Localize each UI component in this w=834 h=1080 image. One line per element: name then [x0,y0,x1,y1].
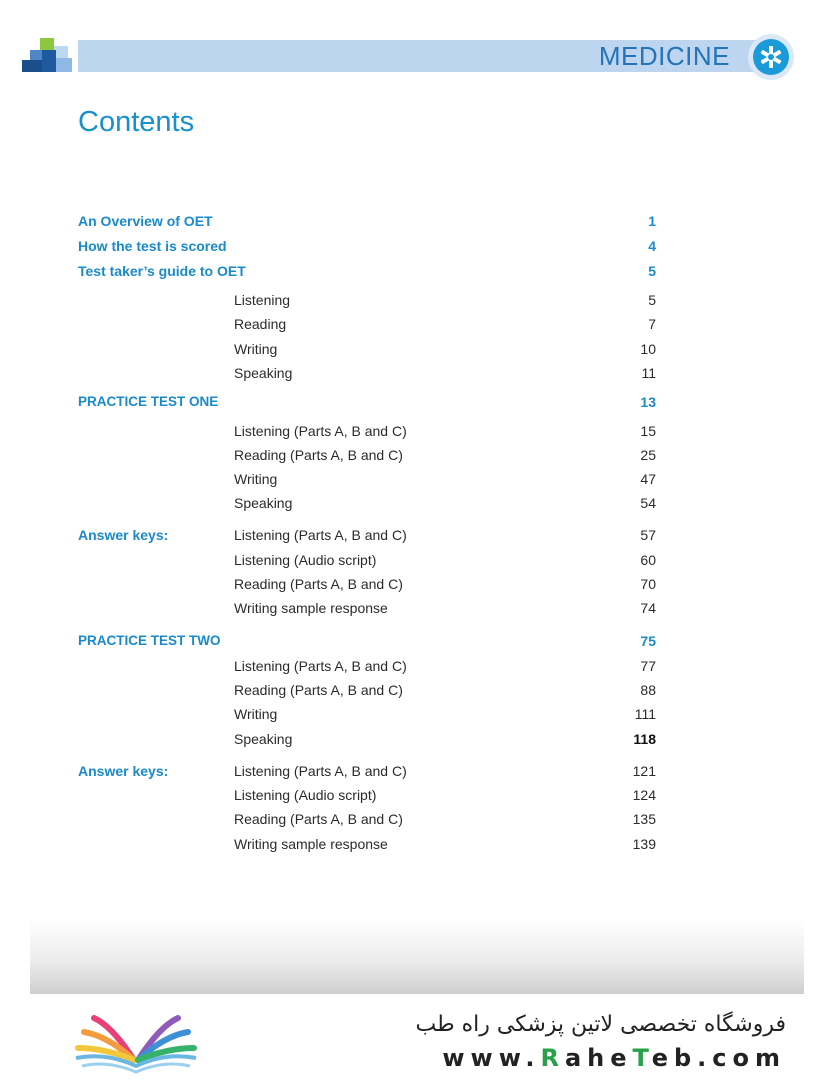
header-title: MEDICINE [598,41,730,71]
url-prefix: www. [442,1044,541,1072]
toc-row[interactable] [0,633,834,653]
toc-row[interactable] [0,836,834,856]
toc-subentry[interactable]: Writing [234,706,278,722]
open-book-logo-icon [72,1008,200,1074]
toc-row[interactable] [0,263,834,283]
toc-subentry[interactable]: Reading (Parts A, B and C) [234,811,403,827]
toc-page-number: 74 [640,600,656,616]
toc-row[interactable] [0,787,834,807]
toc-page-number: 4 [648,238,656,254]
toc-heading: Answer keys: [78,527,169,543]
toc-row[interactable] [0,423,834,443]
toc-page-number: 5 [648,292,656,308]
toc-row[interactable] [0,341,834,361]
toc-page-number: 54 [640,495,656,511]
toc-page-number: 47 [640,471,656,487]
toc-subentry[interactable]: Reading (Parts A, B and C) [234,447,403,463]
toc-row[interactable] [0,365,834,385]
toc-page-number: 5 [648,263,656,279]
toc-heading[interactable]: PRACTICE TEST TWO [78,633,221,648]
toc-subentry[interactable]: Listening [234,292,291,308]
toc-page-number: 7 [648,316,656,332]
toc-row[interactable] [0,238,834,258]
toc-row[interactable] [0,495,834,515]
toc-row[interactable] [0,394,834,414]
footer-shadow [30,920,804,994]
toc-subentry[interactable]: Listening (Parts A, B and C) [234,763,407,779]
toc-subentry[interactable]: Listening (Parts A, B and C) [234,658,407,674]
medical-star-icon [753,39,789,75]
toc-subentry[interactable]: Writing [234,341,278,357]
toc-page-number: 77 [640,658,656,674]
url-part: ahe [564,1044,633,1072]
toc-subentry[interactable]: Writing sample response [234,836,388,852]
toc-page-number: 10 [640,341,656,357]
toc-page-number: 70 [640,576,656,592]
footer-website-url[interactable] [442,1044,786,1072]
toc-page-number: 135 [632,811,656,827]
toc-page-number: 60 [640,552,656,568]
header-logo-blocks [22,38,74,74]
toc-subentry[interactable]: Reading [234,316,287,332]
toc-page-number: 15 [640,423,656,439]
toc-row[interactable] [0,731,834,751]
toc-subentry[interactable]: Listening (Parts A, B and C) [234,527,407,543]
toc-subentry[interactable]: Listening (Parts A, B and C) [234,423,407,439]
toc-subentry[interactable]: Writing [234,471,278,487]
toc-page-number: 118 [633,731,656,747]
toc-row[interactable] [0,292,834,312]
toc-page-number: 57 [640,527,656,543]
toc-page-number: 111 [634,706,656,722]
toc-subentry[interactable]: Speaking [234,365,293,381]
toc-row[interactable] [0,658,834,678]
toc-heading[interactable]: Test taker’s guide to OET [78,263,246,279]
toc-row[interactable] [0,316,834,336]
toc-row[interactable] [0,763,834,783]
toc-row[interactable] [0,600,834,620]
toc-page-number: 11 [641,365,656,381]
toc-page-number: 139 [632,836,656,852]
footer-store-name: فروشگاه تخصصی لاتین پزشکی راه طب [415,1012,786,1037]
toc-page-number: 75 [640,633,656,649]
url-suffix: .com [697,1044,786,1072]
toc-row[interactable] [0,706,834,726]
toc-page-number: 121 [632,763,656,779]
toc-heading[interactable]: How the test is scored [78,238,227,254]
toc-row[interactable] [0,471,834,491]
toc-row[interactable] [0,682,834,702]
toc-subentry[interactable]: Writing sample response [234,600,388,616]
toc-subentry[interactable]: Listening (Audio script) [234,787,377,803]
toc-page-number: 88 [640,682,656,698]
toc-heading[interactable]: An Overview of OET [78,213,213,229]
toc-row[interactable] [0,552,834,572]
toc-heading[interactable]: PRACTICE TEST ONE [78,394,219,409]
toc-subentry[interactable]: Listening (Audio script) [234,552,377,568]
toc-page-number: 124 [632,787,656,803]
toc-row[interactable] [0,527,834,547]
url-letter-t: T [632,1044,652,1072]
toc-page-number: 13 [640,394,656,410]
toc-subentry[interactable]: Reading (Parts A, B and C) [234,576,403,592]
toc-heading: Answer keys: [78,763,169,779]
url-part: eb [651,1044,698,1072]
toc-subentry[interactable]: Speaking [234,495,293,511]
toc-page-number: 25 [640,447,656,463]
toc-row[interactable] [0,447,834,467]
url-letter-r: R [540,1044,565,1072]
toc-page-number: 1 [648,213,656,229]
toc-row[interactable] [0,213,834,233]
toc-row[interactable] [0,576,834,596]
toc-subentry[interactable]: Reading (Parts A, B and C) [234,682,403,698]
toc-row[interactable] [0,811,834,831]
page-title: Contents [78,106,195,138]
toc-subentry[interactable]: Speaking [234,731,293,747]
